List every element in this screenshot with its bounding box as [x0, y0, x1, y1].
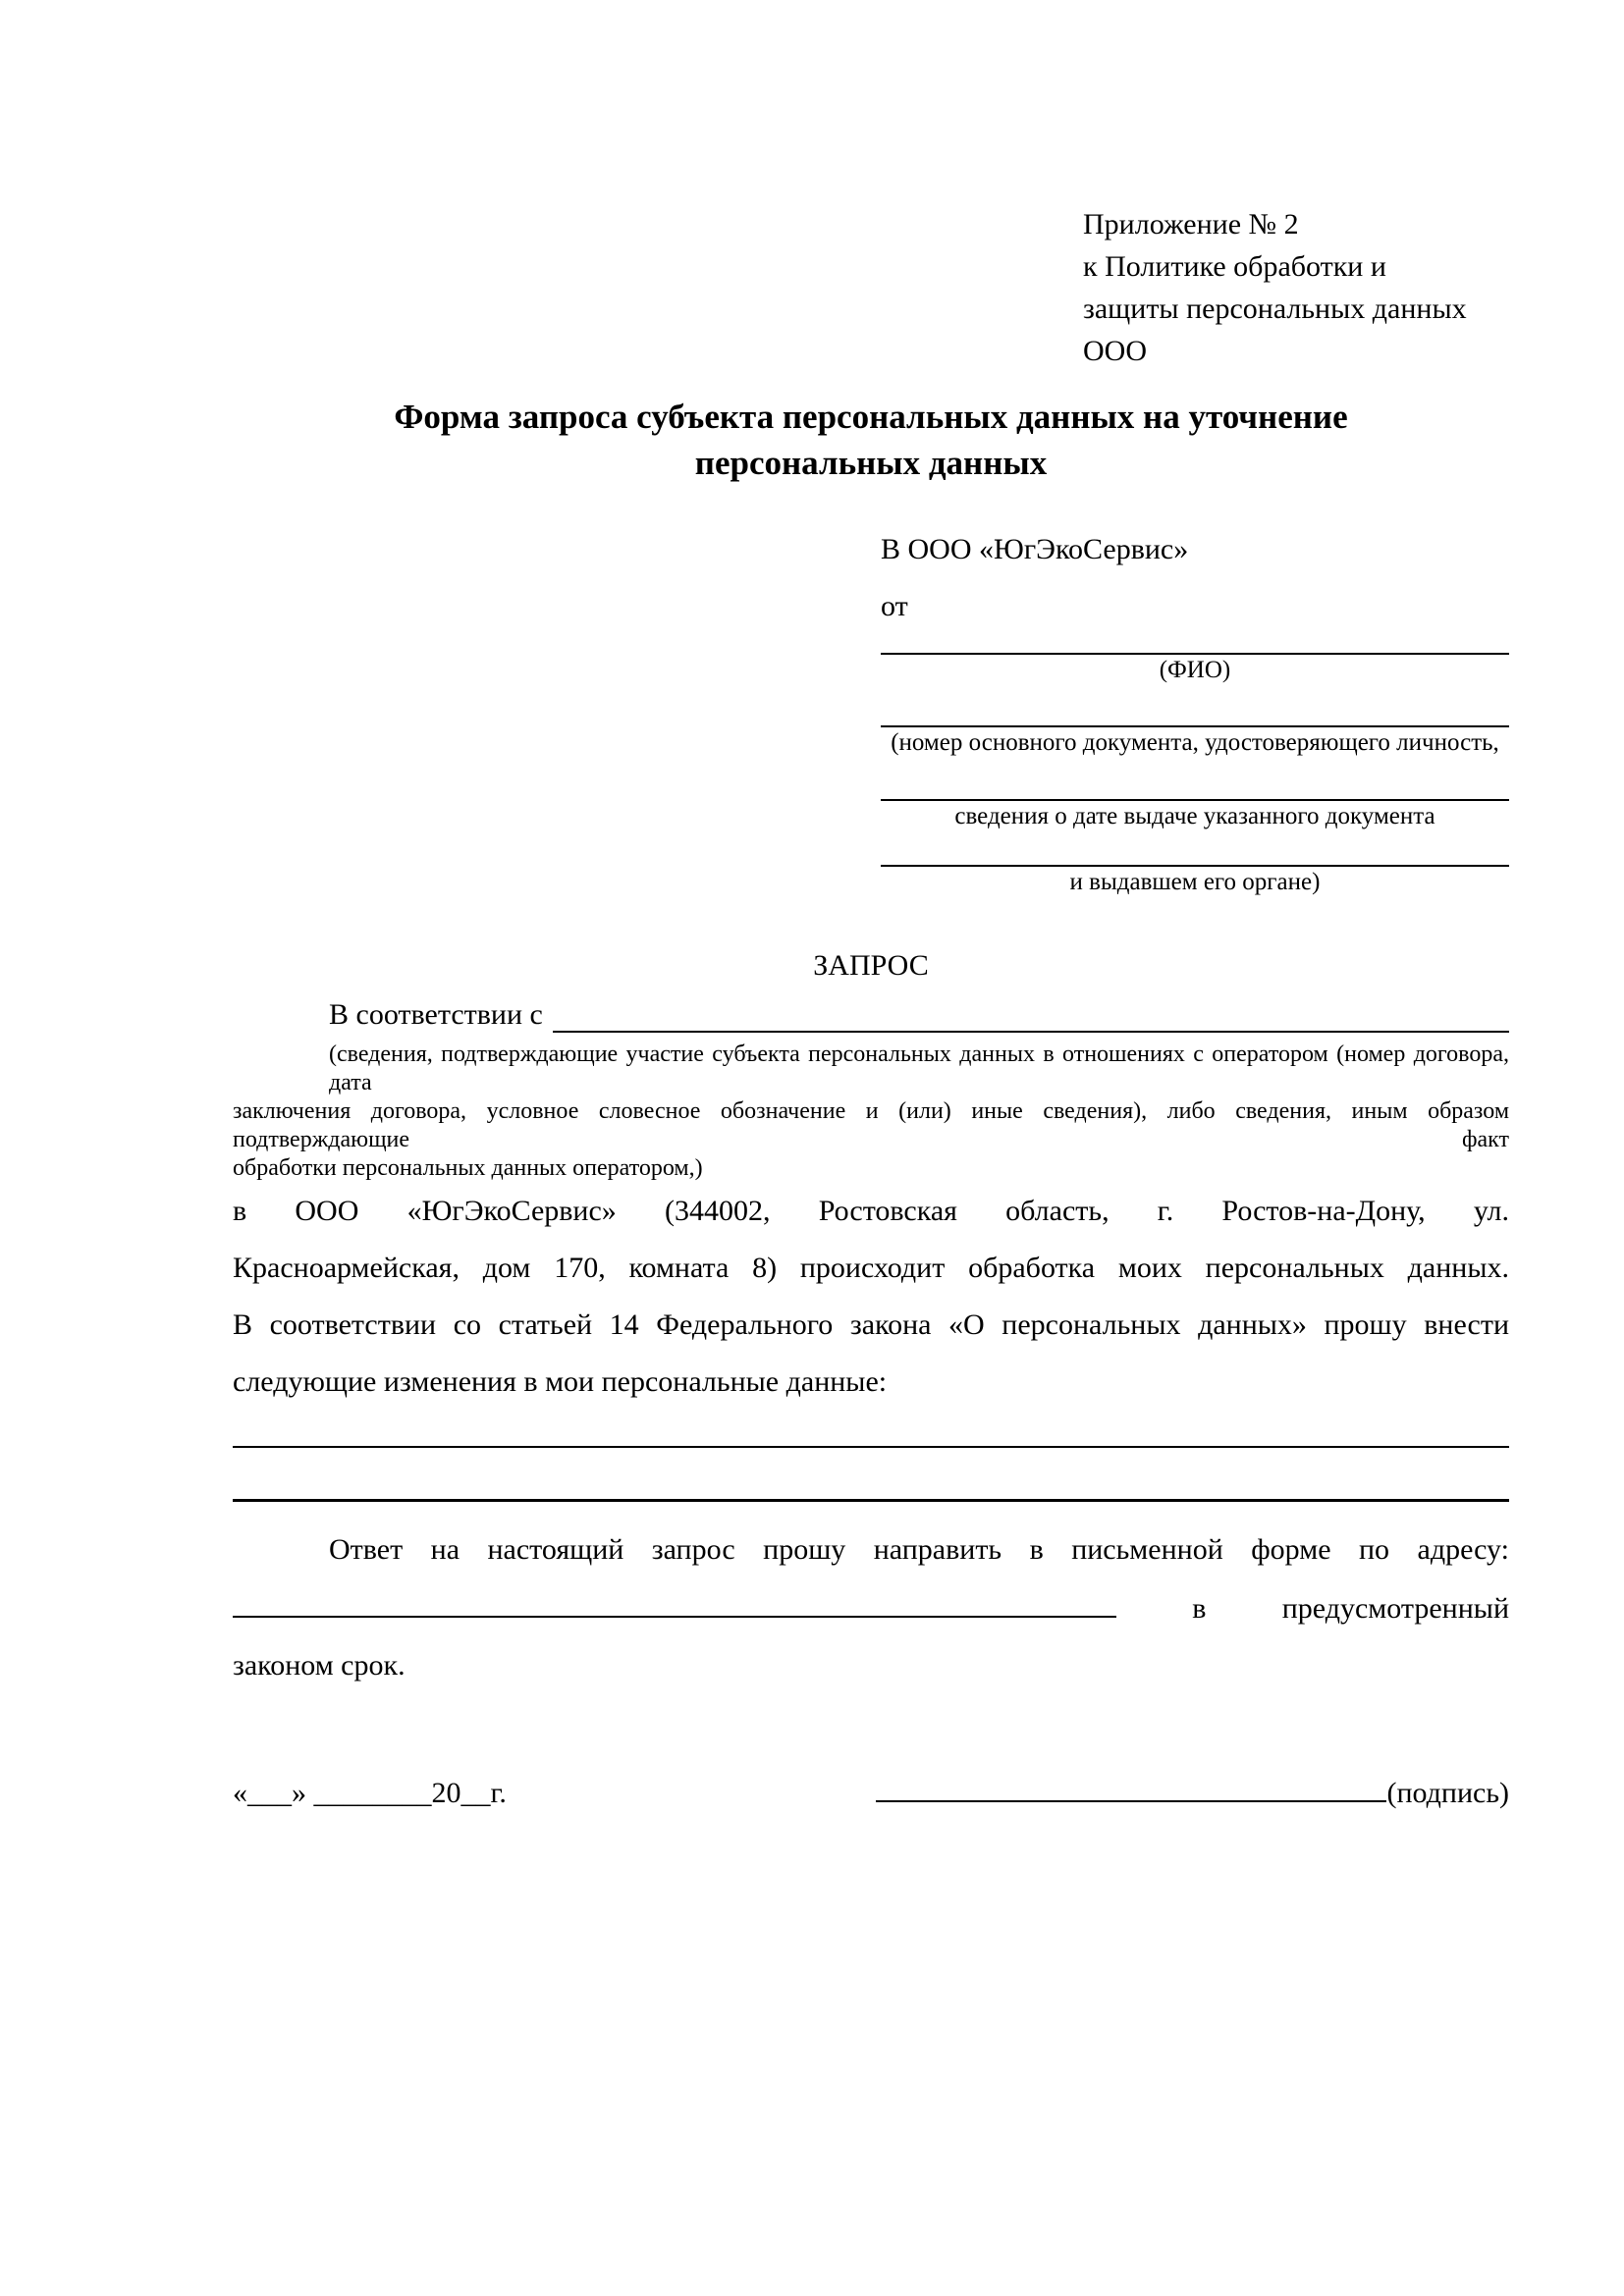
- answer-line-tail: в предусмотренный: [1192, 1592, 1510, 1625]
- appendix-note: [1083, 203, 1509, 372]
- document-number-caption: (номер основного документа, удостоверяющего личность,: [891, 729, 1499, 756]
- document-number-blank-line: [881, 686, 1509, 727]
- body-line: следующие изменения в мои персональные данные:: [233, 1365, 888, 1398]
- body-line: в ООО «ЮгЭкоСервис» (344002, Ростовская область, г. Ростов-на-Дону, ул.: [233, 1195, 1509, 1227]
- appendix-line: Приложение № 2: [1083, 208, 1299, 240]
- fio-caption: (ФИО): [1159, 657, 1231, 683]
- answer-paragraph: [233, 1522, 1509, 1694]
- accordance-lead-text: В соответствии с: [329, 998, 543, 1031]
- answer-line: законом срок.: [233, 1649, 406, 1682]
- body-line: Красноармейская, дом 170, комната 8) происходит обработка моих персональных данных.: [233, 1252, 1509, 1284]
- answer-line: Ответ на настоящий запрос прошу направить в письменной форме по адресу:: [329, 1533, 1509, 1566]
- issue-date-caption: сведения о дате выдаче указанного документа: [954, 803, 1435, 829]
- changes-blank-line-1: [233, 1422, 1509, 1448]
- changes-blank-line-2: [233, 1448, 1509, 1502]
- addressee-to: В ООО «ЮгЭкоСервис»: [881, 533, 1189, 565]
- accordance-note: [233, 1041, 1509, 1183]
- body-line: В соответствии со статьей 14 Федерального закона «О персональных данных» прошу внести: [233, 1308, 1509, 1341]
- body-paragraph: [233, 1183, 1509, 1411]
- appendix-line: защиты персональных данных: [1083, 293, 1467, 325]
- document-title: Форма запроса субъекта персональных данных на уточнение персональных данных: [394, 398, 1348, 482]
- issue-date-blank-line: [881, 759, 1509, 801]
- text-column: [233, 203, 1509, 1818]
- address-blank-line: [233, 1578, 1116, 1618]
- note-line: (сведения, подтверждающие участие субъекта персональных данных в отношениях с оператором (номер договора, дата: [329, 1041, 1509, 1095]
- accordance-blank-line: [553, 993, 1509, 1033]
- date-blank-text: «___» ________20__г.: [233, 1777, 507, 1809]
- footer-row: [233, 1763, 1509, 1818]
- fio-blank-line: [881, 635, 1509, 655]
- appendix-line: ООО: [1083, 335, 1147, 367]
- signature-caption: (подпись): [1386, 1777, 1509, 1809]
- appendix-line: к Политике обработки и: [1083, 250, 1386, 283]
- accordance-row: [233, 993, 1509, 1041]
- signature-blank-line: [876, 1763, 1386, 1802]
- addressee-from-label: от: [881, 590, 908, 622]
- note-line: заключения договора, условное словесное обозначение и (или) иные сведения), либо сведения, иным образом подтверждающие факт: [233, 1098, 1509, 1152]
- answer-address-line: [233, 1578, 1509, 1637]
- signature-group: [876, 1763, 1509, 1818]
- issuing-authority-blank-line: [881, 832, 1509, 867]
- issuing-authority-caption: и выдавшем его органе): [1069, 869, 1321, 895]
- note-line: обработки персональных данных оператором,): [233, 1155, 703, 1181]
- request-heading: ЗАПРОС: [813, 949, 929, 982]
- addressee-block: [881, 521, 1509, 898]
